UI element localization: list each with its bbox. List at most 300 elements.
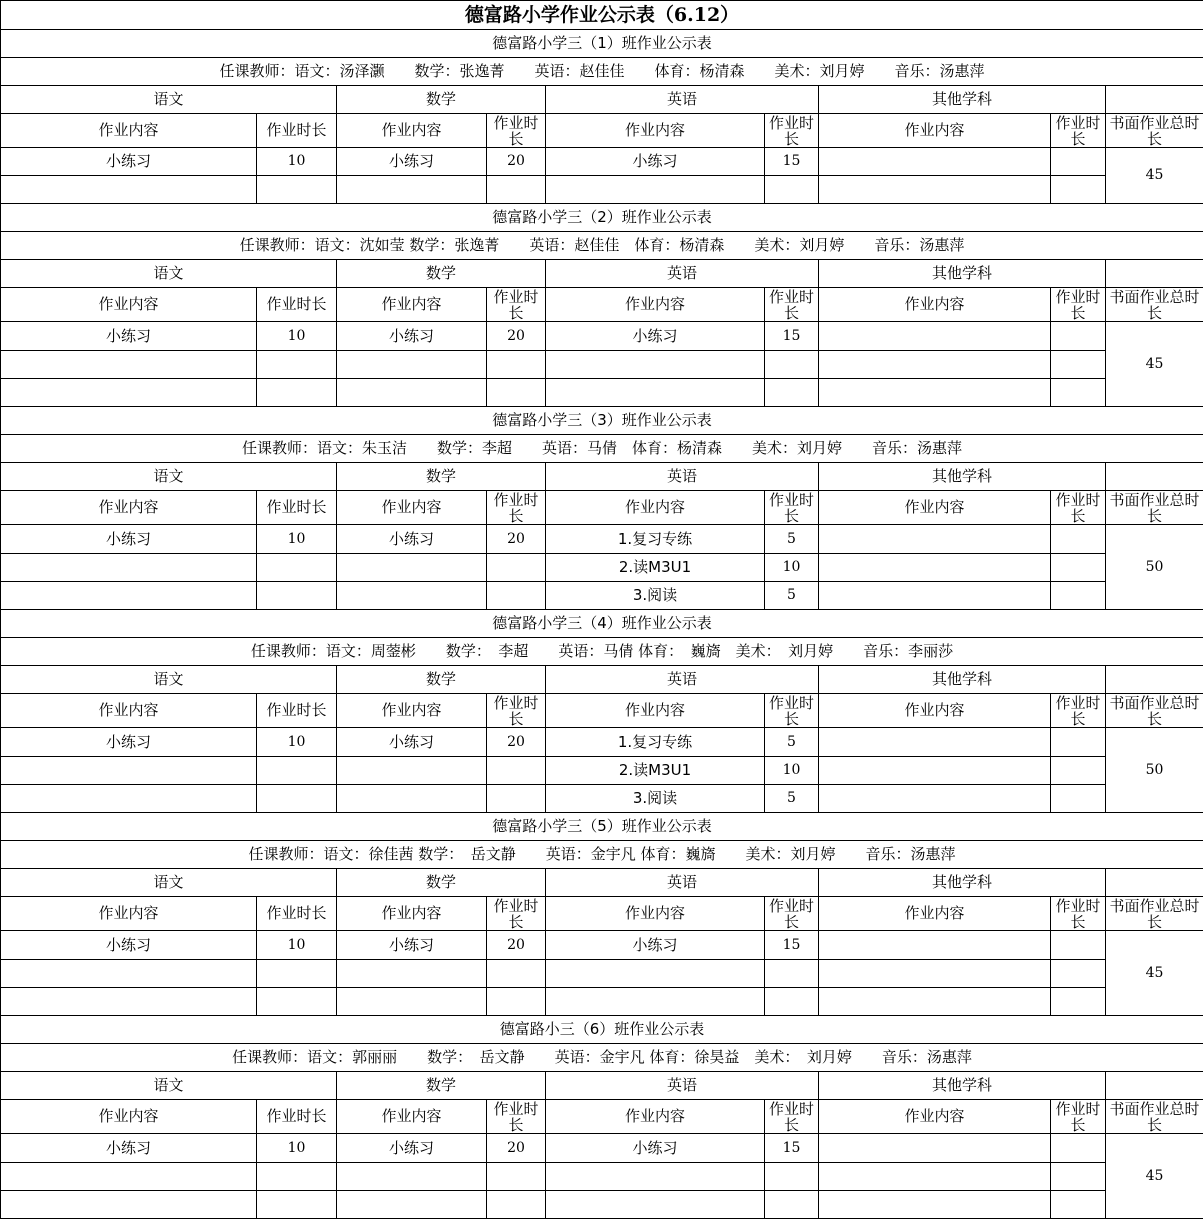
teacher-row [1, 638, 1203, 666]
other-content-header: 作业内容 [819, 1100, 1051, 1134]
shuxue-duration-header-text: 作业时长 [487, 695, 545, 726]
other-content [819, 1191, 1051, 1219]
other-duration [1051, 351, 1106, 379]
yingyu-duration-header [765, 1100, 819, 1134]
teacher-list: 任课教师：语文：周蓥彬 数学： 李超 英语：马倩 体育： 巍旖 美术： 刘月婷 音乐：李丽莎 [1, 638, 1203, 666]
yingyu-content-header: 作业内容 [546, 114, 765, 148]
teacher-row [1, 841, 1203, 869]
yingyu-duration [765, 379, 819, 407]
total-duration: 45 [1106, 322, 1203, 407]
other-duration [1051, 1191, 1106, 1219]
yingyu-content-header: 作业内容 [546, 288, 765, 322]
yuwen-content [1, 582, 257, 610]
total-duration-header-text: 书面作业总时长 [1106, 492, 1203, 523]
teacher-row [1, 232, 1203, 260]
yuwen-duration [257, 351, 337, 379]
yuwen-duration: 10 [257, 322, 337, 351]
shuxue-duration-header-text: 作业时长 [487, 115, 545, 146]
other-duration [1051, 1163, 1106, 1191]
other-content [819, 757, 1051, 785]
shuxue-duration-header [487, 288, 546, 322]
yuwen-content [1, 757, 257, 785]
shuxue-content [337, 988, 487, 1016]
yuwen-content-header: 作业内容 [1, 491, 257, 525]
yingyu-content-header: 作业内容 [546, 491, 765, 525]
subject-shuxue: 数学 [337, 86, 546, 114]
subject-header-row [1, 86, 1203, 114]
yuwen-duration-header: 作业时长 [257, 288, 337, 322]
class-title-row [1, 610, 1203, 638]
subject-blank [1106, 463, 1203, 491]
other-content [819, 1134, 1051, 1163]
subject-yuwen: 语文 [1, 86, 337, 114]
subject-yingyu: 英语 [546, 666, 819, 694]
yuwen-content [1, 379, 257, 407]
yingyu-duration-header-text: 作业时长 [765, 695, 818, 726]
column-header-row [1, 491, 1203, 525]
subject-yingyu: 英语 [546, 260, 819, 288]
teacher-list: 任课教师：语文：徐佳茜 数学： 岳文静 英语：金宇凡 体育：巍旖 美术：刘月婷 音乐：汤惠萍 [1, 841, 1203, 869]
subject-shuxue: 数学 [337, 666, 546, 694]
yingyu-duration: 15 [765, 148, 819, 176]
total-duration-header-text: 书面作业总时长 [1106, 289, 1203, 320]
other-duration [1051, 176, 1106, 204]
other-content [819, 322, 1051, 351]
homework-row [1, 176, 1203, 204]
yingyu-content: 2.读M3U1 [546, 554, 765, 582]
shuxue-duration [487, 960, 546, 988]
yuwen-duration [257, 176, 337, 204]
yuwen-duration-header: 作业时长 [257, 1100, 337, 1134]
shuxue-content-header: 作业内容 [337, 114, 487, 148]
subject-other: 其他学科 [819, 869, 1106, 897]
column-header-row [1, 694, 1203, 728]
other-duration [1051, 960, 1106, 988]
teacher-row [1, 1044, 1203, 1072]
other-duration-header-text: 作业时长 [1051, 898, 1105, 929]
other-content [819, 525, 1051, 554]
shuxue-duration [487, 1163, 546, 1191]
yuwen-duration-header: 作业时长 [257, 114, 337, 148]
other-content [819, 988, 1051, 1016]
yingyu-duration-header-text: 作业时长 [765, 115, 818, 146]
shuxue-content [337, 176, 487, 204]
column-header-row [1, 114, 1203, 148]
other-duration [1051, 148, 1106, 176]
total-duration-header-text: 书面作业总时长 [1106, 115, 1203, 146]
yingyu-content-header: 作业内容 [546, 1100, 765, 1134]
yuwen-content: 小练习 [1, 148, 257, 176]
other-duration [1051, 785, 1106, 813]
shuxue-content [337, 960, 487, 988]
shuxue-duration [487, 176, 546, 204]
shuxue-duration [487, 988, 546, 1016]
other-content [819, 351, 1051, 379]
homework-row [1, 351, 1203, 379]
shuxue-content [337, 582, 487, 610]
yuwen-content [1, 351, 257, 379]
subject-yuwen: 语文 [1, 869, 337, 897]
total-duration-header-text: 书面作业总时长 [1106, 695, 1203, 726]
class-title-row [1, 813, 1203, 841]
other-content [819, 1163, 1051, 1191]
yuwen-duration: 10 [257, 148, 337, 176]
homework-row [1, 525, 1203, 554]
subject-header-row [1, 1072, 1203, 1100]
homework-row [1, 148, 1203, 176]
subject-other: 其他学科 [819, 1072, 1106, 1100]
shuxue-content-header: 作业内容 [337, 491, 487, 525]
homework-row [1, 1134, 1203, 1163]
subject-yingyu: 英语 [546, 1072, 819, 1100]
yuwen-duration-header: 作业时长 [257, 897, 337, 931]
yingyu-content [546, 351, 765, 379]
shuxue-content: 小练习 [337, 322, 487, 351]
subject-other: 其他学科 [819, 666, 1106, 694]
shuxue-duration: 20 [487, 1134, 546, 1163]
total-duration-header-text: 书面作业总时长 [1106, 1101, 1203, 1132]
yuwen-duration [257, 960, 337, 988]
class-title: 德富路小学三（5）班作业公示表 [1, 813, 1203, 841]
yuwen-content: 小练习 [1, 728, 257, 757]
shuxue-duration-header-text: 作业时长 [487, 289, 545, 320]
yuwen-duration [257, 988, 337, 1016]
class-title-row [1, 30, 1203, 58]
column-header-row [1, 897, 1203, 931]
yingyu-content [546, 1163, 765, 1191]
other-duration [1051, 554, 1106, 582]
subject-shuxue: 数学 [337, 869, 546, 897]
subject-shuxue: 数学 [337, 1072, 546, 1100]
yingyu-content [546, 379, 765, 407]
shuxue-duration: 20 [487, 322, 546, 351]
yuwen-duration [257, 582, 337, 610]
shuxue-content-header: 作业内容 [337, 1100, 487, 1134]
shuxue-duration-header [487, 1100, 546, 1134]
other-duration-header [1051, 114, 1106, 148]
total-duration-header [1106, 114, 1203, 148]
yuwen-duration [257, 554, 337, 582]
other-duration-header [1051, 897, 1106, 931]
shuxue-duration [487, 1191, 546, 1219]
yingyu-duration-header-text: 作业时长 [765, 289, 818, 320]
shuxue-duration: 20 [487, 931, 546, 960]
yingyu-duration [765, 1191, 819, 1219]
subject-header-row [1, 666, 1203, 694]
teacher-list: 任课教师：语文：朱玉洁 数学：李超 英语：马倩 体育：杨清森 美术：刘月婷 音乐：汤惠萍 [1, 435, 1203, 463]
total-duration-header [1106, 491, 1203, 525]
other-content [819, 931, 1051, 960]
yuwen-content [1, 176, 257, 204]
homework-row [1, 322, 1203, 351]
total-duration-header [1106, 694, 1203, 728]
subject-blank [1106, 666, 1203, 694]
sheet-title: 德富路小学作业公示表（6.12） [1, 1, 1203, 30]
other-content-header: 作业内容 [819, 897, 1051, 931]
yingyu-content: 小练习 [546, 148, 765, 176]
subject-other: 其他学科 [819, 86, 1106, 114]
shuxue-duration [487, 582, 546, 610]
other-duration-header-text: 作业时长 [1051, 695, 1105, 726]
other-content-header: 作业内容 [819, 288, 1051, 322]
teacher-list: 任课教师：语文：沈如莹 数学：张逸菁 英语：赵佳佳 体育：杨清森 美术：刘月婷 音乐：汤惠萍 [1, 232, 1203, 260]
yuwen-content: 小练习 [1, 931, 257, 960]
yuwen-content [1, 960, 257, 988]
homework-row [1, 582, 1203, 610]
yuwen-content: 小练习 [1, 1134, 257, 1163]
shuxue-content: 小练习 [337, 148, 487, 176]
other-duration [1051, 757, 1106, 785]
other-content [819, 148, 1051, 176]
total-duration-header [1106, 897, 1203, 931]
yingyu-duration-header [765, 491, 819, 525]
shuxue-content: 小练习 [337, 1134, 487, 1163]
yingyu-duration [765, 1163, 819, 1191]
yuwen-duration-header: 作业时长 [257, 694, 337, 728]
other-duration-header-text: 作业时长 [1051, 115, 1105, 146]
yuwen-content-header: 作业内容 [1, 1100, 257, 1134]
yuwen-duration: 10 [257, 931, 337, 960]
other-content-header: 作业内容 [819, 694, 1051, 728]
other-content [819, 379, 1051, 407]
yingyu-content: 小练习 [546, 931, 765, 960]
homework-row [1, 1191, 1203, 1219]
yingyu-content [546, 176, 765, 204]
yuwen-duration [257, 757, 337, 785]
yuwen-content [1, 1163, 257, 1191]
yingyu-duration: 5 [765, 525, 819, 554]
shuxue-content: 小练习 [337, 728, 487, 757]
yingyu-content: 2.读M3U1 [546, 757, 765, 785]
subject-header-row [1, 260, 1203, 288]
yingyu-content: 3.阅读 [546, 582, 765, 610]
column-header-row [1, 1100, 1203, 1134]
other-duration [1051, 322, 1106, 351]
subject-header-row [1, 463, 1203, 491]
shuxue-content [337, 554, 487, 582]
subject-shuxue: 数学 [337, 260, 546, 288]
class-title: 德富路小学三（3）班作业公示表 [1, 407, 1203, 435]
total-duration: 45 [1106, 931, 1203, 1016]
yuwen-duration [257, 379, 337, 407]
yingyu-content-header: 作业内容 [546, 694, 765, 728]
other-duration-header [1051, 491, 1106, 525]
shuxue-duration-header [487, 694, 546, 728]
homework-row [1, 960, 1203, 988]
yingyu-duration [765, 351, 819, 379]
column-header-row [1, 288, 1203, 322]
teacher-list: 任课教师：语文：郭丽丽 数学： 岳文静 英语：金宇凡 体育：徐昊益 美术： 刘月婷 音乐：汤惠萍 [1, 1044, 1203, 1072]
yingyu-content-header: 作业内容 [546, 897, 765, 931]
yingyu-duration-header [765, 288, 819, 322]
subject-yingyu: 英语 [546, 86, 819, 114]
shuxue-duration [487, 554, 546, 582]
total-duration-header [1106, 1100, 1203, 1134]
shuxue-duration-header [487, 114, 546, 148]
shuxue-content-header: 作业内容 [337, 694, 487, 728]
class-title: 德富路小学三（4）班作业公示表 [1, 610, 1203, 638]
yuwen-duration-header: 作业时长 [257, 491, 337, 525]
yuwen-content: 小练习 [1, 322, 257, 351]
homework-row [1, 379, 1203, 407]
total-duration-header [1106, 288, 1203, 322]
class-title: 德富路小三（6）班作业公示表 [1, 1016, 1203, 1044]
total-duration: 45 [1106, 148, 1203, 204]
total-duration-header-text: 书面作业总时长 [1106, 898, 1203, 929]
yingyu-duration: 10 [765, 757, 819, 785]
subject-yingyu: 英语 [546, 463, 819, 491]
yuwen-duration: 10 [257, 728, 337, 757]
class-title-row [1, 407, 1203, 435]
other-content-header: 作业内容 [819, 491, 1051, 525]
shuxue-duration: 20 [487, 728, 546, 757]
yuwen-content-header: 作业内容 [1, 288, 257, 322]
subject-yuwen: 语文 [1, 666, 337, 694]
yuwen-duration: 10 [257, 1134, 337, 1163]
homework-row [1, 554, 1203, 582]
class-title: 德富路小学三（1）班作业公示表 [1, 30, 1203, 58]
yingyu-content: 小练习 [546, 1134, 765, 1163]
yingyu-content [546, 960, 765, 988]
yuwen-content-header: 作业内容 [1, 694, 257, 728]
shuxue-content [337, 785, 487, 813]
subject-yingyu: 英语 [546, 869, 819, 897]
yingyu-content [546, 988, 765, 1016]
yuwen-content: 小练习 [1, 525, 257, 554]
homework-row [1, 785, 1203, 813]
yuwen-duration [257, 1163, 337, 1191]
subject-blank [1106, 869, 1203, 897]
yingyu-duration-header-text: 作业时长 [765, 898, 818, 929]
shuxue-duration [487, 379, 546, 407]
homework-row [1, 757, 1203, 785]
yingyu-duration-header [765, 694, 819, 728]
shuxue-duration-header [487, 491, 546, 525]
other-duration-header [1051, 288, 1106, 322]
homework-row [1, 931, 1203, 960]
yuwen-duration [257, 1191, 337, 1219]
yuwen-duration [257, 785, 337, 813]
yingyu-content: 小练习 [546, 322, 765, 351]
yingyu-duration: 15 [765, 322, 819, 351]
yingyu-duration: 10 [765, 554, 819, 582]
subject-other: 其他学科 [819, 463, 1106, 491]
yuwen-content [1, 554, 257, 582]
class-title-row [1, 1016, 1203, 1044]
yingyu-duration [765, 960, 819, 988]
other-duration-header-text: 作业时长 [1051, 289, 1105, 320]
yuwen-content [1, 988, 257, 1016]
yingyu-duration: 15 [765, 1134, 819, 1163]
other-duration-header-text: 作业时长 [1051, 1101, 1105, 1132]
other-duration [1051, 525, 1106, 554]
shuxue-duration-header-text: 作业时长 [487, 1101, 545, 1132]
yingyu-content: 3.阅读 [546, 785, 765, 813]
subject-blank [1106, 1072, 1203, 1100]
other-content [819, 728, 1051, 757]
homework-row [1, 1163, 1203, 1191]
yingyu-duration-header [765, 897, 819, 931]
teacher-list: 任课教师：语文：汤泽灏 数学：张逸菁 英语：赵佳佳 体育：杨清森 美术：刘月婷 音乐：汤惠萍 [1, 58, 1203, 86]
shuxue-content-header: 作业内容 [337, 288, 487, 322]
subject-yuwen: 语文 [1, 260, 337, 288]
other-content-header: 作业内容 [819, 114, 1051, 148]
other-duration [1051, 988, 1106, 1016]
shuxue-duration [487, 785, 546, 813]
yuwen-duration: 10 [257, 525, 337, 554]
yingyu-duration [765, 176, 819, 204]
other-content [819, 582, 1051, 610]
yuwen-content-header: 作业内容 [1, 114, 257, 148]
subject-blank [1106, 260, 1203, 288]
other-duration [1051, 1134, 1106, 1163]
shuxue-content [337, 379, 487, 407]
shuxue-duration [487, 757, 546, 785]
other-content [819, 785, 1051, 813]
shuxue-content [337, 1163, 487, 1191]
subject-yuwen: 语文 [1, 1072, 337, 1100]
shuxue-content [337, 757, 487, 785]
shuxue-duration: 20 [487, 525, 546, 554]
subject-blank [1106, 86, 1203, 114]
yingyu-duration: 5 [765, 785, 819, 813]
teacher-row [1, 58, 1203, 86]
yingyu-duration-header-text: 作业时长 [765, 1101, 818, 1132]
yingyu-content: 1.复习专练 [546, 525, 765, 554]
yingyu-duration [765, 988, 819, 1016]
yuwen-content [1, 1191, 257, 1219]
class-title: 德富路小学三（2）班作业公示表 [1, 204, 1203, 232]
total-duration: 50 [1106, 525, 1203, 610]
shuxue-content: 小练习 [337, 525, 487, 554]
other-duration [1051, 379, 1106, 407]
other-content [819, 176, 1051, 204]
shuxue-duration [487, 351, 546, 379]
yingyu-duration: 5 [765, 728, 819, 757]
other-duration-header [1051, 1100, 1106, 1134]
yuwen-content-header: 作业内容 [1, 897, 257, 931]
shuxue-content: 小练习 [337, 931, 487, 960]
shuxue-duration-header-text: 作业时长 [487, 492, 545, 523]
other-content [819, 960, 1051, 988]
shuxue-content-header: 作业内容 [337, 897, 487, 931]
yuwen-content [1, 785, 257, 813]
yingyu-duration: 5 [765, 582, 819, 610]
total-duration: 50 [1106, 728, 1203, 813]
shuxue-duration: 20 [487, 148, 546, 176]
shuxue-content [337, 351, 487, 379]
other-duration-header [1051, 694, 1106, 728]
homework-row [1, 728, 1203, 757]
yingyu-content [546, 1191, 765, 1219]
shuxue-duration-header-text: 作业时长 [487, 898, 545, 929]
subject-header-row [1, 869, 1203, 897]
shuxue-content [337, 1191, 487, 1219]
class-title-row [1, 204, 1203, 232]
yingyu-duration-header-text: 作业时长 [765, 492, 818, 523]
total-duration: 45 [1106, 1134, 1203, 1219]
other-duration [1051, 931, 1106, 960]
yingyu-duration: 15 [765, 931, 819, 960]
subject-shuxue: 数学 [337, 463, 546, 491]
teacher-row [1, 435, 1203, 463]
other-duration-header-text: 作业时长 [1051, 492, 1105, 523]
subject-other: 其他学科 [819, 260, 1106, 288]
subject-yuwen: 语文 [1, 463, 337, 491]
homework-row [1, 988, 1203, 1016]
yingyu-duration-header [765, 114, 819, 148]
shuxue-duration-header [487, 897, 546, 931]
